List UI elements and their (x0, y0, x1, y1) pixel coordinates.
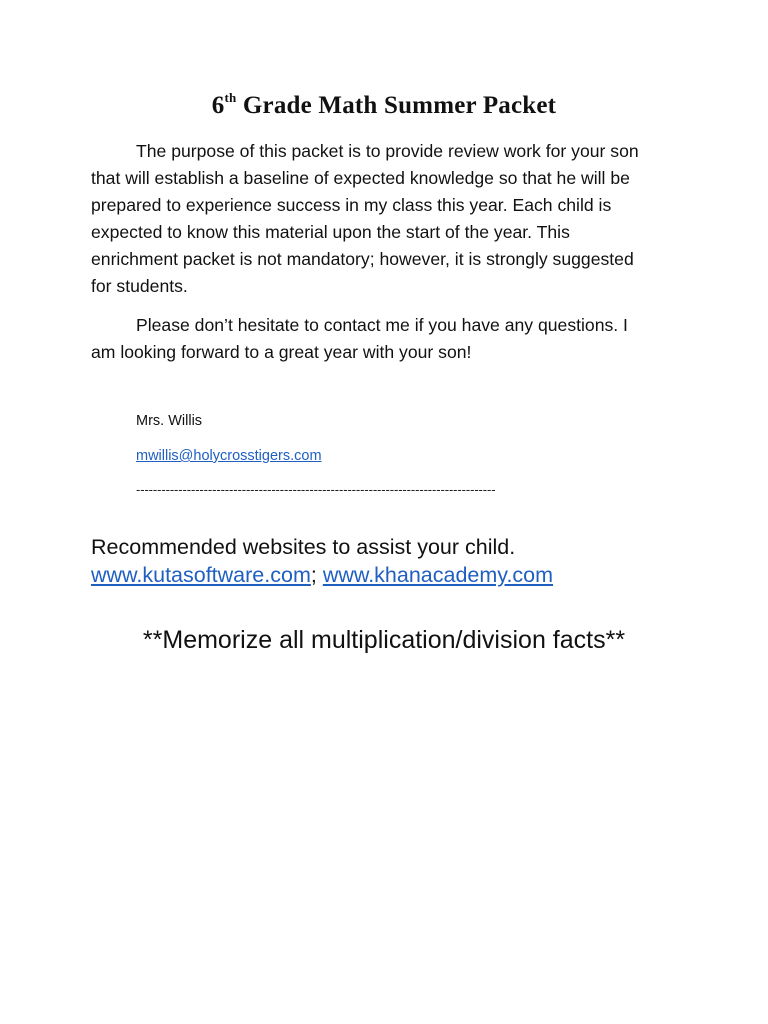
website-separator: ; (310, 563, 323, 587)
contact-paragraph (91, 312, 681, 366)
intro-line: The purpose of this packet is to provide review work for your son (136, 141, 639, 161)
contact-line: am looking forward to a great year with your son! (91, 342, 472, 362)
intro-line: for students. (91, 276, 188, 296)
khanacademy-link[interactable]: www.khanacademy.com (322, 563, 554, 587)
signature-email-link[interactable]: mwillis@holycrosstigers.com (136, 448, 322, 464)
title-text: Grade Math Summer Packet (236, 92, 557, 119)
title-number: 6 (211, 92, 225, 119)
title-superscript: th (224, 89, 237, 105)
contact-line: Please don’t hesitate to contact me if you have any questions. I (136, 315, 628, 335)
document-title (0, 89, 768, 120)
intro-line: prepared to experience success in my class this year. Each child is (91, 195, 612, 215)
websites-heading: Recommended websites to assist your child. (91, 535, 516, 559)
kutasoftware-link[interactable]: www.kutasoftware.com (91, 563, 311, 587)
intro-line: expected to know this material upon the start of the year. This (91, 222, 570, 242)
signature-name: Mrs. Willis (136, 413, 203, 429)
intro-line: that will establish a baseline of expected knowledge so that he will be (91, 168, 630, 188)
recommended-websites (91, 533, 553, 589)
intro-line: enrichment packet is not mandatory; however, it is strongly suggested (91, 249, 634, 269)
intro-paragraph (91, 138, 681, 300)
websites-links (91, 561, 553, 589)
memorize-note: **Memorize all multiplication/division facts** (142, 626, 626, 654)
dashed-divider: ------------------------------------------------------------------------------------- (136, 482, 496, 497)
